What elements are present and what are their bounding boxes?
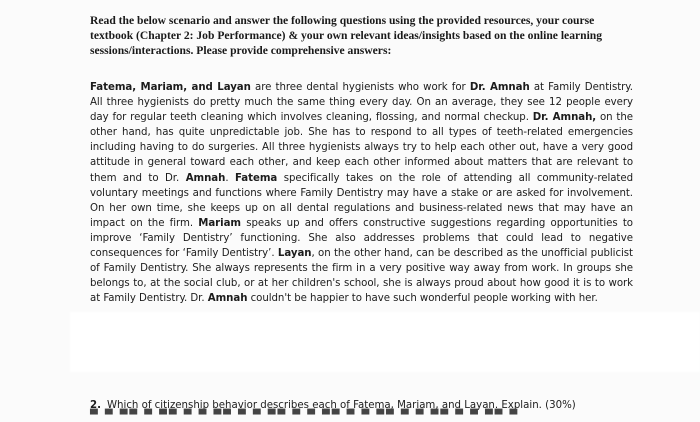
mariam-name: Mariam [198,217,241,229]
scenario-text: at Family Dentistry. All three hygienists do pretty much the same thing every day. On an average, they see 12 people every day for regular teeth cleaning which involves cleaning, flossing, and normal checkup. [90,82,633,124]
scenario-text: couldn't be happier to have such wonderful people working with her. [247,293,598,305]
dr-amnah-name: Dr. Amnah [469,82,530,93]
scenario-text: speaks up and offers constructive suggestions regarding opportunities to improve ‘Family Dentistry’ functioning. She also addresses problems that could lead to negative consequences for ‘Family Dentistry’. [90,217,633,260]
scenario-text: specifically takes on the role of attending all community-related voluntary meetings and functions where Family Dentistry may have a stake or are asked for involvement. On her own time, she keeps up on all dental regulations and business-related news that may have an impact on the firm. [90,172,634,229]
fatema-name: Fatema [235,172,278,184]
dr-amnah-name: Dr. Amnah, [532,112,597,124]
question-text: Which of citizenship behavior describes each of Fatema, Mariam, and Layan. Explain. (30%) [106,400,576,411]
amnah-name: Amnah [185,172,226,184]
scenario-paragraph [90,80,633,306]
question-number: 2. [90,400,101,411]
cut-off-text-line: ▀ ▀ ▀▀ ▀ ▀▀ ▀ ▀ ▀▀ ▀ ▀ ▀▀ ▀ ▀ ▀▀ ▀ ▀ ▀▀ ▀ ▀ ▀▀ ▀ ▀ ▀▀ ▀ [90,410,520,421]
hygienist-names: Fatema, Mariam, and Layan [90,82,251,93]
redacted-region [70,312,700,372]
scenario-text: on the other hand, has quite unpredictable job. She has to respond to all types of teeth-related emergencies including having to do surgeries. All three hygienists always try to help each other out, have a very good attitude in general toward each other, and keep each other informed about matters that are relevant to them and to Dr. [90,112,633,184]
instructions-paragraph: Read the below scenario and answer the following questions using the provided resources, your course textbook (Chapter 2: Job Performance) & your own relevant ideas/insights based on the online learning sessions/interactions. Please provide comprehensive answers: [90,14,603,57]
amnah-name: Amnah [207,293,248,305]
layan-name: Layan [277,248,312,260]
scenario-text: are three dental hygienists who work for [250,82,470,93]
scenario-text: , on the other hand, can be described as the unofficial publicist of Family Dentistry. She always represents the firm in a very positive way away from work. In groups she belongs to, at the social club, or at her children's school, she is always proud about how good it is to work at Family Dentistry. Dr. [90,248,633,305]
scenario-text: . [225,172,235,184]
